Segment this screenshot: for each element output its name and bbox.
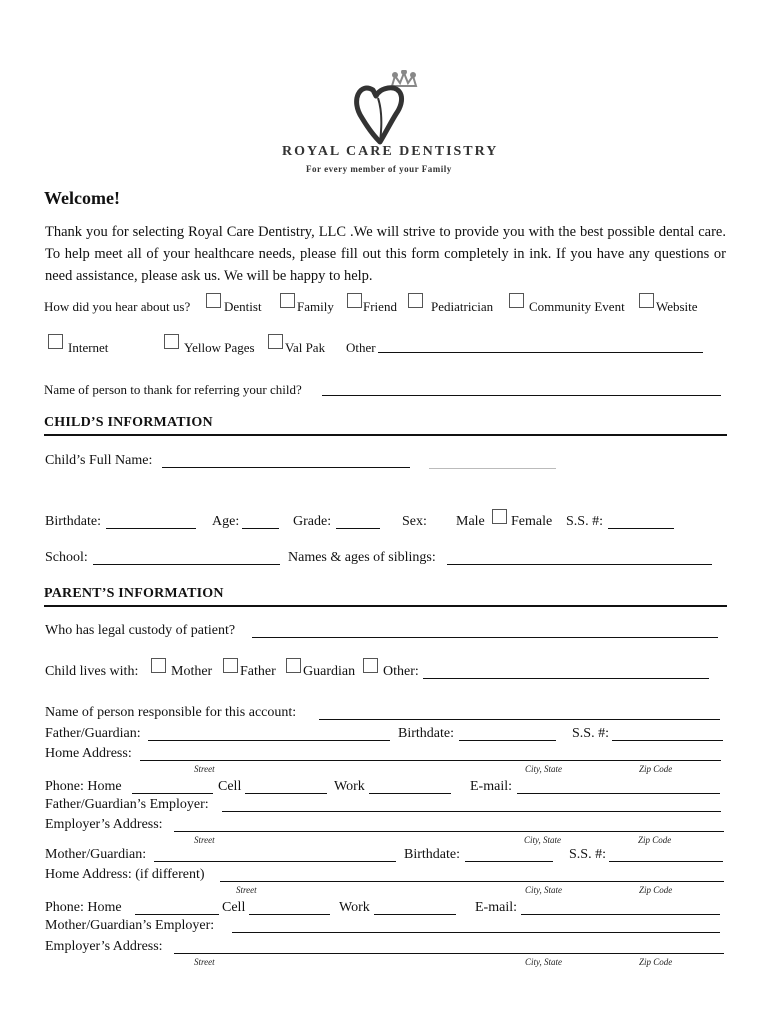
mother-cell-field[interactable]: [249, 914, 330, 915]
checkbox-internet[interactable]: [48, 334, 63, 349]
caption-city-state: City, State: [525, 957, 562, 967]
label-father-email: E-mail:: [470, 779, 512, 794]
label-male: Male: [456, 514, 485, 529]
label-pediatrician: Pediatrician: [431, 299, 494, 314]
mother-guardian-field[interactable]: [154, 861, 396, 862]
checkbox-website[interactable]: [639, 293, 654, 308]
father-employer-address-field[interactable]: [174, 831, 724, 832]
mother-phone-home-field[interactable]: [135, 914, 219, 915]
label-father: Father: [240, 664, 276, 679]
section-rule-parent: [44, 605, 727, 607]
label-lives-with: Child lives with:: [45, 664, 139, 679]
checkbox-friend[interactable]: [347, 293, 362, 308]
label-guardian: Guardian: [303, 664, 356, 679]
label-school: School:: [45, 550, 88, 565]
brand-name: ROYAL CARE DENTISTRY: [282, 144, 499, 159]
label-internet: Internet: [68, 340, 109, 355]
caption-zip: Zip Code: [639, 764, 673, 774]
siblings-field[interactable]: [447, 564, 712, 565]
father-guardian-field[interactable]: [148, 740, 390, 741]
child-age-field[interactable]: [242, 528, 279, 529]
checkbox-other-lives[interactable]: [363, 658, 378, 673]
child-grade-field[interactable]: [336, 528, 380, 529]
label-father-phone-home: Phone: Home: [45, 779, 122, 794]
section-title-parent: PARENT’S INFORMATION: [44, 586, 224, 601]
child-full-name-field[interactable]: [162, 467, 410, 468]
label-mother-employer: Mother/Guardian’s Employer:: [45, 918, 215, 933]
label-father-home-address: Home Address:: [45, 746, 132, 761]
label-other-referral: Other: [346, 340, 376, 355]
label-mother-phone-home: Phone: Home: [45, 900, 122, 915]
caption-city-state: City, State: [524, 835, 561, 845]
checkbox-male-female[interactable]: [492, 509, 507, 524]
checkbox-val-pak[interactable]: [268, 334, 283, 349]
label-val-pak: Val Pak: [285, 340, 326, 355]
checkbox-guardian[interactable]: [286, 658, 301, 673]
label-responsible: Name of person responsible for this account:: [45, 705, 297, 720]
label-female: Female: [511, 514, 553, 529]
label-father-ss: S.S. #:: [572, 726, 609, 741]
label-mother-home-address: Home Address: (if different): [45, 867, 205, 882]
label-mother-birthdate: Birthdate:: [404, 847, 460, 862]
tooth-crown-emblem: [270, 70, 500, 150]
mother-work-field[interactable]: [374, 914, 456, 915]
section-rule-child: [44, 434, 727, 436]
checkbox-dentist[interactable]: [206, 293, 221, 308]
intro-paragraph: Thank you for selecting Royal Care Dentistry, LLC .We will strive to provide you with the best possible dental care. To help meet all of your healthcare needs, please fill out this form completely in ink. If you have any questions or need assistance, please ask us. We will be happy to help.: [45, 224, 726, 284]
checkbox-community-event[interactable]: [509, 293, 524, 308]
label-mother-work: Work: [339, 900, 370, 915]
checkbox-yellow-pages[interactable]: [164, 334, 179, 349]
thank-referrer-field[interactable]: [322, 395, 721, 396]
caption-street: Street: [194, 764, 215, 774]
label-mother-guardian: Mother/Guardian:: [45, 847, 147, 862]
mother-email-field[interactable]: [521, 914, 720, 915]
father-email-field[interactable]: [517, 793, 720, 794]
label-mother-email: E-mail:: [475, 900, 517, 915]
caption-zip: Zip Code: [639, 885, 673, 895]
father-home-address-field[interactable]: [140, 760, 721, 761]
label-yellow-pages: Yellow Pages: [184, 340, 255, 355]
logo: [270, 70, 500, 180]
label-website: Website: [656, 299, 698, 314]
caption-street: Street: [194, 957, 215, 967]
mother-home-address-field[interactable]: [220, 881, 724, 882]
father-ss-field[interactable]: [612, 740, 723, 741]
label-thank-referrer: Name of person to thank for referring your child?: [44, 382, 302, 397]
other-lives-field[interactable]: [423, 678, 709, 679]
father-cell-field[interactable]: [245, 793, 327, 794]
school-field[interactable]: [93, 564, 280, 565]
referral-question: How did you hear about us?: [44, 299, 191, 314]
caption-zip: Zip Code: [639, 957, 673, 967]
responsible-field[interactable]: [319, 719, 720, 720]
custody-field[interactable]: [252, 637, 718, 638]
label-community-event: Community Event: [529, 299, 625, 314]
label-father-work: Work: [334, 779, 365, 794]
label-mother-ss: S.S. #:: [569, 847, 606, 862]
caption-street: Street: [236, 885, 257, 895]
child-birthdate-field[interactable]: [106, 528, 196, 529]
label-age: Age:: [212, 514, 240, 529]
mother-ss-field[interactable]: [609, 861, 723, 862]
faint-underline: [429, 468, 556, 469]
checkbox-mother[interactable]: [151, 658, 166, 673]
label-mother-employer-address: Employer’s Address:: [45, 939, 163, 954]
caption-street: Street: [194, 835, 215, 845]
label-mother: Mother: [171, 664, 213, 679]
father-phone-home-field[interactable]: [132, 793, 213, 794]
brand-tagline: For every member of your Family: [306, 164, 452, 174]
caption-city-state: City, State: [525, 885, 562, 895]
checkbox-pediatrician[interactable]: [408, 293, 423, 308]
mother-birthdate-field[interactable]: [465, 861, 553, 862]
label-father-guardian: Father/Guardian:: [45, 726, 141, 741]
father-work-field[interactable]: [369, 793, 451, 794]
label-child-ss: S.S. #:: [566, 514, 603, 529]
label-other-lives: Other:: [383, 664, 419, 679]
label-family: Family: [297, 299, 334, 314]
label-grade: Grade:: [293, 514, 332, 529]
section-title-child: CHILD’S INFORMATION: [44, 415, 213, 430]
father-birthdate-field[interactable]: [459, 740, 556, 741]
checkbox-father[interactable]: [223, 658, 238, 673]
child-ss-field[interactable]: [608, 528, 674, 529]
caption-zip: Zip Code: [638, 835, 672, 845]
mother-employer-address-field[interactable]: [174, 953, 724, 954]
mother-employer-field[interactable]: [232, 932, 720, 933]
caption-city-state: City, State: [525, 764, 562, 774]
father-employer-field[interactable]: [222, 811, 721, 812]
other-referral-field[interactable]: [378, 352, 703, 353]
label-friend: Friend: [363, 299, 397, 314]
label-father-employer-address: Employer’s Address:: [45, 817, 163, 832]
checkbox-family[interactable]: [280, 293, 295, 308]
label-father-cell: Cell: [218, 779, 242, 794]
label-dentist: Dentist: [224, 299, 262, 314]
label-birthdate-child: Birthdate:: [45, 514, 101, 529]
label-custody: Who has legal custody of patient?: [45, 623, 236, 638]
label-father-birthdate: Birthdate:: [398, 726, 454, 741]
welcome-heading: Welcome!: [44, 188, 120, 208]
label-child-full-name: Child’s Full Name:: [45, 453, 153, 468]
label-mother-cell: Cell: [222, 900, 246, 915]
label-father-employer: Father/Guardian’s Employer:: [45, 797, 209, 812]
label-siblings: Names & ages of siblings:: [288, 550, 436, 565]
label-sex: Sex:: [402, 514, 427, 529]
